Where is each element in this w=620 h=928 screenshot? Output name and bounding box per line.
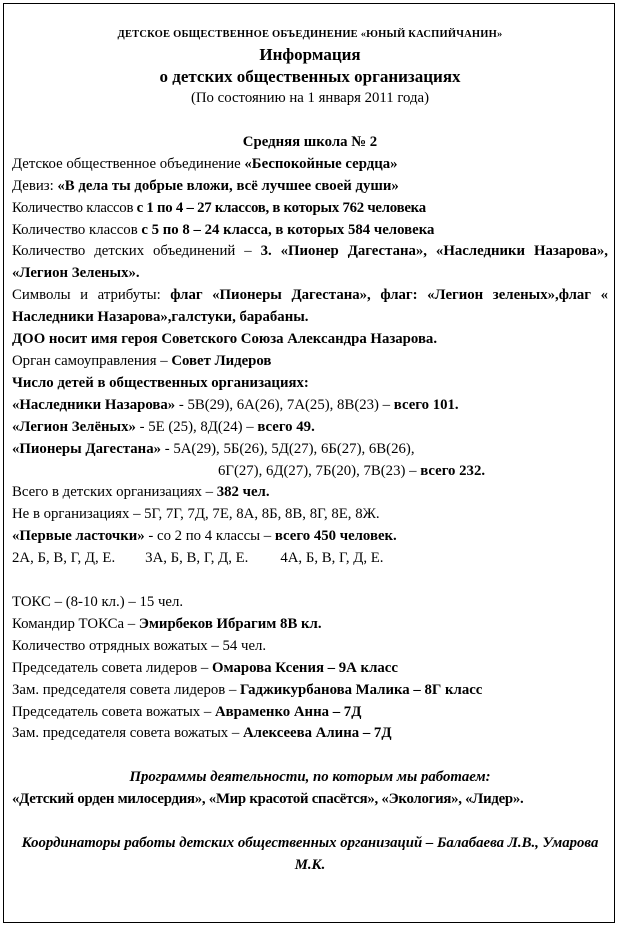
classes-5-8-value: с 5 по 8 – 24 класса, в которых 584 человека	[141, 221, 435, 238]
leaders-chair-label: Председатель совета лидеров –	[12, 659, 213, 676]
org-detail: 6Г(27), 6Д(27), 7Б(20), 7В(23) –	[218, 462, 421, 479]
programs-heading: Программы деятельности, по которым мы работаем:	[129, 769, 491, 786]
swallows-line	[12, 526, 608, 548]
document-body	[12, 26, 608, 877]
counselors-chair-value: Авраменко Анна – 7Д	[214, 703, 362, 720]
total-label: Всего в детских организациях –	[12, 484, 217, 501]
symbols-label: Символы и атрибуты:	[12, 287, 171, 304]
counselors-chair-line	[12, 702, 608, 724]
org-line-pionery	[12, 439, 608, 461]
symbols-value: флаг «Пионеры Дагестана», флаг: «Легион зеленых»,флаг « Наследники Назарова»,галстуки, барабаны.	[12, 287, 608, 326]
toks-line: ТОКС – (8-10 кл.) – 15 чел.	[12, 594, 184, 611]
org-total: всего 101.	[393, 396, 459, 413]
org-detail: - 5А(29), 5Б(26), 5Д(27), 6Б(27), 6В(26),	[161, 440, 415, 457]
coordinators-line: Координаторы работы детских общественных организаций – Балабаева Л.В., Умарова М.К.	[21, 835, 599, 874]
org-name: «Легион Зелёных»	[12, 418, 136, 435]
org-name: «Пионеры Дагестана»	[12, 440, 161, 457]
org-total: всего 232.	[420, 462, 486, 479]
self-government-label: Орган самоуправления –	[12, 352, 172, 369]
commander-value: Эмирбеков Ибрагим 8В кл.	[138, 615, 322, 632]
org-detail: - 5В(29), 6А(26), 7А(25), 8В(23) –	[175, 396, 394, 413]
spacer	[12, 811, 608, 833]
association-header: ДЕТСКОЕ ОБЩЕСТВЕННОЕ ОБЪЕДИНЕНИЕ «ЮНЫЙ КАСПИЙЧАНИН»	[117, 29, 503, 40]
swallows-classes-4: 4А, Б, В, Г, Д, Е.	[280, 550, 384, 567]
programs-list: «Детский орден милосердия», «Мир красотой спасётся», «Экология», «Лидер».	[12, 791, 524, 808]
commander-label: Командир ТОКСа –	[12, 615, 139, 632]
self-government-value: Совет Лидеров	[171, 352, 272, 369]
org-line-legion	[12, 417, 608, 439]
swallows-detail: - со 2 по 4 классы –	[144, 528, 275, 545]
self-government-line	[12, 351, 608, 373]
classes-1-4-line	[12, 198, 608, 220]
motto-label: Девиз:	[12, 177, 58, 194]
counselors-chair-label: Председатель совета вожатых –	[12, 703, 215, 720]
motto-line	[12, 176, 608, 198]
school-name: Средняя школа № 2	[242, 133, 378, 150]
hero-line: ДОО носит имя героя Советского Союза Александра Назарова.	[12, 331, 438, 348]
leaders-deputy-value: Гаджикурбанова Малика – 8Г класс	[240, 681, 483, 698]
org-line-naslednikі	[12, 395, 608, 417]
counselors-deputy-line	[12, 723, 608, 745]
counselors-deputy-label: Зам. председателя совета вожатых –	[12, 725, 243, 742]
spacer	[12, 570, 608, 592]
association-label: Детское общественное объединение	[12, 155, 245, 172]
association-line	[12, 154, 608, 176]
leaders-deputy-label: Зам. председателя совета лидеров –	[12, 681, 241, 698]
leaders-chair-value: Омарова Ксения – 9А класс	[212, 659, 398, 676]
swallows-classes-2: 2А, Б, В, Г, Д, Е.	[12, 550, 116, 567]
classes-1-4-value: с 1 по 4 – 27 классов, в которых 762 человека	[136, 199, 426, 216]
symbols-line	[12, 285, 608, 329]
date-line: (По состоянию на 1 января 2011 года)	[190, 90, 430, 106]
classes-5-8-line	[12, 220, 608, 242]
total-value: 382 чел.	[216, 484, 270, 501]
swallows-name: «Первые ласточки»	[12, 528, 145, 545]
swallows-classes-line	[12, 548, 608, 570]
commander-line	[12, 614, 608, 636]
spacer	[12, 745, 608, 767]
counselors-count-line: Количество отрядных вожатых – 54 чел.	[12, 637, 267, 654]
org-name: «Наследники Назарова»	[12, 396, 176, 413]
associations-count-value: 3. «Пионер Дагестана», «Наследники Назарова», «Легион Зеленых».	[12, 243, 608, 282]
document-title: Информация	[259, 45, 361, 64]
counselors-deputy-value: Алексеева Алина – 7Д	[243, 725, 392, 742]
classes-label: Количество классов	[12, 199, 137, 216]
motto-text: «В дела ты добрые вложи, всё лучшее своей души»	[57, 177, 399, 194]
org-detail: - 5Е (25), 8Д(24) –	[135, 418, 258, 435]
leaders-deputy-line	[12, 680, 608, 702]
org-total: всего 49.	[257, 418, 315, 435]
leaders-chair-line	[12, 658, 608, 680]
swallows-classes-3: 3А, Б, В, Г, Д, Е.	[145, 550, 249, 567]
not-in-orgs-line: Не в организациях – 5Г, 7Г, 7Д, 7Е, 8А, 8Б, 8В, 8Г, 8Е, 8Ж.	[12, 506, 380, 523]
swallows-total: всего 450 человек.	[274, 528, 397, 545]
associations-count-line	[12, 241, 608, 285]
classes-label: Количество классов	[12, 221, 142, 238]
children-count-header: Число детей в общественных организациях:	[12, 374, 309, 391]
document-subtitle: о детских общественных организациях	[159, 67, 461, 86]
org-line-pionery-cont	[12, 461, 608, 483]
spacer	[12, 110, 608, 132]
associations-count-label: Количество детских объединений –	[12, 243, 261, 260]
total-line	[12, 482, 608, 504]
association-name: «Беспокойные сердца»	[244, 155, 398, 172]
